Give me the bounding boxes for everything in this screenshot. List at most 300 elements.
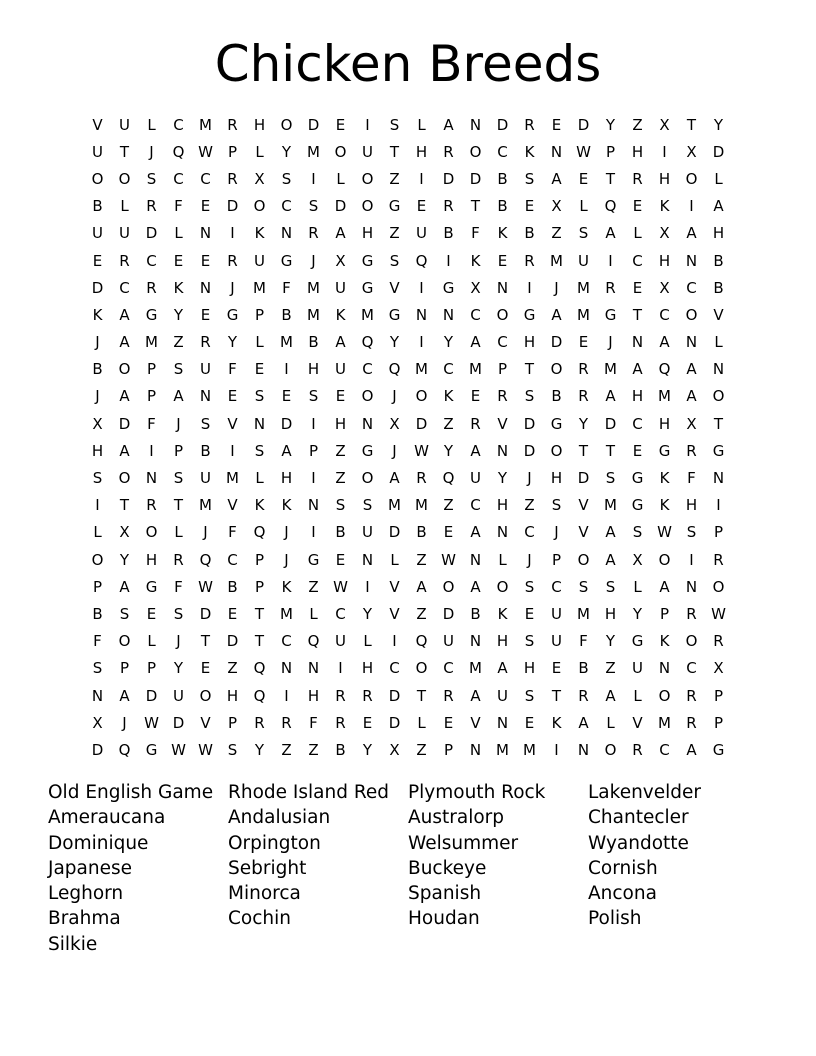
grid-letter: G — [145, 577, 158, 596]
grid-letter: Y — [713, 115, 724, 134]
grid-letter: B — [497, 197, 508, 216]
word-search-grid — [84, 111, 732, 764]
grid-letter: E — [335, 387, 346, 406]
grid-letter: S — [524, 577, 535, 596]
grid-row — [84, 138, 732, 165]
grid-letter: E — [551, 115, 562, 134]
word-list-item: Australorp — [408, 807, 505, 829]
grid-letter: P — [227, 713, 238, 732]
grid-letter: B — [713, 278, 724, 297]
word-list-item: Lakenvelder — [588, 782, 702, 803]
grid-letter: S — [227, 740, 238, 759]
grid-letter: A — [605, 550, 616, 569]
grid-letter: R — [497, 387, 508, 406]
grid-letter: S — [605, 577, 616, 596]
grid-letter: Z — [389, 224, 400, 243]
grid-letter: R — [605, 278, 616, 297]
grid-letter: M — [280, 604, 293, 623]
grid-letter: R — [146, 197, 157, 216]
grid-letter: T — [389, 142, 400, 161]
grid-letter: O — [415, 659, 428, 678]
grid-letter: Z — [308, 577, 319, 596]
grid-letter: M — [523, 740, 536, 759]
grid-letter: H — [658, 414, 671, 433]
grid-letter: D — [712, 142, 725, 161]
grid-letter: Q — [604, 197, 617, 216]
grid-letter: L — [633, 686, 642, 705]
grid-letter: C — [686, 278, 697, 297]
grid-letter: O — [280, 115, 293, 134]
grid-letter: U — [551, 632, 562, 651]
grid-letter: Y — [173, 659, 184, 678]
grid-letter: W — [198, 740, 213, 759]
grid-letter: H — [604, 604, 617, 623]
grid-letter: S — [686, 523, 697, 542]
grid-letter: G — [145, 305, 158, 324]
grid-letter: V — [470, 713, 481, 732]
grid-letter: J — [284, 550, 289, 569]
word-list-item: Cochin — [228, 908, 291, 930]
grid-letter: L — [417, 713, 426, 732]
grid-letter: N — [712, 469, 725, 488]
grid-letter: K — [281, 577, 292, 596]
grid-letter: S — [578, 224, 589, 243]
grid-letter: E — [146, 604, 157, 623]
grid-letter: U — [173, 686, 184, 705]
grid-letter: S — [173, 604, 184, 623]
grid-letter: T — [470, 197, 481, 216]
grid-letter: B — [281, 305, 292, 324]
grid-letter: O — [334, 142, 347, 161]
grid-letter: Z — [335, 441, 346, 460]
word-list-item: Polish — [588, 908, 642, 930]
grid-letter: X — [659, 224, 670, 243]
grid-letter: P — [146, 387, 157, 406]
grid-letter: W — [441, 550, 456, 569]
grid-letter: R — [686, 604, 697, 623]
grid-letter: U — [470, 469, 481, 488]
grid-letter: E — [200, 659, 211, 678]
grid-letter: L — [255, 142, 264, 161]
grid-letter: N — [199, 387, 212, 406]
grid-letter: N — [658, 659, 671, 678]
grid-letter: L — [255, 469, 264, 488]
grid-letter: T — [254, 632, 265, 651]
grid-letter: O — [199, 686, 212, 705]
grid-letter: G — [631, 632, 644, 651]
grid-letter: N — [496, 278, 509, 297]
grid-letter: L — [714, 333, 723, 352]
grid-letter: K — [659, 632, 670, 651]
grid-letter: Y — [362, 604, 373, 623]
grid-letter: O — [496, 577, 509, 596]
grid-letter: Y — [173, 305, 184, 324]
grid-letter: G — [604, 305, 617, 324]
grid-letter: R — [578, 387, 589, 406]
grid-letter: G — [388, 197, 401, 216]
grid-letter: I — [95, 496, 100, 515]
grid-letter: K — [443, 387, 454, 406]
grid-letter: A — [335, 224, 346, 243]
grid-letter: J — [608, 333, 613, 352]
grid-letter: L — [93, 523, 102, 542]
grid-letter: A — [605, 523, 616, 542]
grid-letter: J — [284, 523, 289, 542]
word-list-item: Rhode Island Red — [228, 782, 389, 803]
grid-letter: V — [713, 305, 724, 324]
grid-letter: U — [551, 604, 562, 623]
grid-letter: R — [119, 251, 130, 270]
grid-letter: V — [227, 496, 238, 515]
grid-letter: F — [471, 224, 480, 243]
grid-letter: Q — [442, 469, 455, 488]
grid-letter: D — [91, 740, 104, 759]
grid-letter: E — [335, 115, 346, 134]
grid-letter: V — [389, 577, 400, 596]
grid-row — [84, 247, 732, 274]
grid-letter: D — [388, 713, 401, 732]
grid-letter: R — [578, 686, 589, 705]
grid-letter: H — [712, 224, 725, 243]
grid-letter: E — [362, 713, 373, 732]
grid-letter: S — [632, 523, 643, 542]
grid-letter: J — [230, 278, 235, 297]
grid-letter: O — [685, 169, 698, 188]
grid-letter: O — [361, 387, 374, 406]
grid-letter: N — [199, 224, 212, 243]
grid-letter: M — [658, 713, 671, 732]
grid-letter: G — [442, 278, 455, 297]
grid-letter: U — [632, 659, 643, 678]
grid-letter: T — [551, 686, 562, 705]
grid-letter: A — [686, 387, 697, 406]
grid-letter: O — [712, 387, 725, 406]
grid-letter: N — [685, 333, 698, 352]
grid-letter: Q — [253, 523, 266, 542]
grid-letter: I — [365, 577, 370, 596]
grid-letter: Q — [199, 550, 212, 569]
grid-letter: P — [173, 441, 184, 460]
grid-letter: Z — [308, 740, 319, 759]
word-list-item: Welsummer — [408, 832, 519, 854]
grid-letter: F — [579, 632, 588, 651]
grid-letter: N — [550, 142, 563, 161]
grid-letter: L — [363, 632, 372, 651]
grid-letter: Z — [335, 469, 346, 488]
grid-letter: S — [551, 496, 562, 515]
grid-letter: I — [662, 142, 667, 161]
grid-letter: M — [307, 142, 320, 161]
grid-letter: D — [442, 169, 455, 188]
grid-letter: G — [145, 740, 158, 759]
grid-letter: K — [173, 278, 184, 297]
grid-letter: F — [174, 197, 183, 216]
grid-letter: O — [469, 142, 482, 161]
grid-letter: A — [443, 115, 454, 134]
grid-letter: U — [335, 632, 346, 651]
grid-letter: H — [253, 115, 266, 134]
grid-letter: A — [119, 387, 130, 406]
grid-letter: N — [307, 659, 320, 678]
grid-letter: O — [604, 740, 617, 759]
grid-letter: Q — [172, 142, 185, 161]
grid-letter: H — [631, 387, 644, 406]
grid-letter: S — [605, 469, 616, 488]
grid-letter: Q — [253, 659, 266, 678]
grid-letter: W — [144, 713, 159, 732]
grid-letter: L — [147, 115, 156, 134]
grid-letter: N — [712, 360, 725, 379]
grid-letter: S — [389, 251, 400, 270]
page-title: Chicken Breeds — [214, 35, 602, 93]
grid-row — [84, 383, 732, 410]
grid-letter: J — [95, 333, 100, 352]
grid-letter: D — [496, 115, 509, 134]
grid-letter: X — [686, 142, 697, 161]
grid-letter: K — [254, 224, 265, 243]
grid-letter: N — [280, 224, 293, 243]
grid-row — [84, 437, 732, 464]
grid-letter: R — [443, 197, 454, 216]
grid-letter: V — [200, 713, 211, 732]
grid-letter: L — [390, 550, 399, 569]
grid-letter: U — [200, 469, 211, 488]
grid-letter: I — [311, 414, 316, 433]
grid-letter: C — [497, 333, 508, 352]
grid-letter: M — [145, 333, 158, 352]
grid-letter: L — [633, 577, 642, 596]
grid-letter: M — [496, 740, 509, 759]
grid-letter: I — [311, 469, 316, 488]
word-list-item: Brahma — [48, 908, 121, 930]
grid-letter: M — [550, 251, 563, 270]
grid-letter: P — [254, 550, 265, 569]
grid-letter: F — [174, 577, 183, 596]
grid-letter: K — [524, 142, 535, 161]
grid-letter: U — [119, 115, 130, 134]
grid-letter: J — [554, 523, 559, 542]
grid-letter: X — [713, 659, 724, 678]
grid-letter: R — [524, 251, 535, 270]
grid-letter: P — [605, 142, 616, 161]
grid-letter: S — [173, 360, 184, 379]
word-list-item: Minorca — [228, 883, 301, 905]
grid-letter: T — [119, 496, 130, 515]
grid-letter: Y — [389, 333, 400, 352]
grid-letter: N — [496, 441, 509, 460]
grid-letter: R — [470, 414, 481, 433]
grid-letter: R — [146, 496, 157, 515]
grid-letter: X — [659, 115, 670, 134]
grid-letter: P — [497, 360, 508, 379]
grid-letter: X — [551, 197, 562, 216]
grid-letter: D — [226, 632, 239, 651]
grid-letter: P — [254, 305, 265, 324]
grid-letter: B — [308, 333, 319, 352]
grid-letter: E — [632, 441, 643, 460]
grid-letter: L — [147, 632, 156, 651]
grid-letter: Z — [416, 550, 427, 569]
grid-letter: G — [712, 441, 725, 460]
grid-letter: I — [284, 686, 289, 705]
grid-letter: C — [686, 659, 697, 678]
grid-row — [84, 736, 732, 763]
grid-letter: A — [119, 441, 130, 460]
word-list-item: Houdan — [408, 908, 480, 930]
grid-letter: S — [92, 469, 103, 488]
grid-letter: E — [200, 197, 211, 216]
grid-letter: M — [226, 469, 239, 488]
grid-letter: D — [145, 686, 158, 705]
grid-letter: F — [282, 278, 291, 297]
grid-letter: Y — [497, 469, 508, 488]
grid-letter: B — [335, 523, 346, 542]
grid-letter: U — [362, 142, 373, 161]
grid-letter: A — [578, 713, 589, 732]
grid-letter: T — [713, 414, 724, 433]
grid-letter: N — [442, 305, 455, 324]
grid-row — [84, 600, 732, 627]
grid-letter: A — [686, 360, 697, 379]
grid-letter: J — [122, 713, 127, 732]
grid-letter: J — [176, 632, 181, 651]
grid-letter: J — [392, 387, 397, 406]
grid-letter: S — [308, 387, 319, 406]
grid-letter: Y — [578, 414, 589, 433]
grid-letter: K — [497, 224, 508, 243]
grid-letter: P — [92, 577, 103, 596]
grid-letter: G — [226, 305, 239, 324]
grid-letter: G — [631, 496, 644, 515]
grid-letter: A — [119, 333, 130, 352]
grid-letter: L — [309, 604, 318, 623]
word-list-item: Buckeye — [408, 857, 487, 879]
grid-row — [84, 709, 732, 736]
grid-letter: Z — [605, 659, 616, 678]
grid-letter: H — [523, 333, 536, 352]
grid-letter: R — [227, 251, 238, 270]
grid-letter: P — [254, 577, 265, 596]
grid-letter: M — [307, 305, 320, 324]
grid-letter: M — [577, 305, 590, 324]
grid-letter: G — [523, 305, 536, 324]
grid-letter: A — [389, 469, 400, 488]
grid-letter: K — [551, 713, 562, 732]
grid-letter: J — [149, 142, 154, 161]
grid-letter: O — [685, 632, 698, 651]
grid-letter: G — [631, 469, 644, 488]
grid-letter: C — [281, 632, 292, 651]
grid-letter: Q — [388, 360, 401, 379]
grid-letter: N — [361, 550, 374, 569]
word-list-item: Spanish — [408, 883, 482, 905]
grid-letter: H — [307, 686, 320, 705]
grid-letter: W — [198, 142, 213, 161]
grid-letter: Z — [551, 224, 562, 243]
grid-letter: O — [253, 197, 266, 216]
grid-letter: N — [415, 305, 428, 324]
grid-letter: E — [632, 197, 643, 216]
grid-letter: U — [362, 523, 373, 542]
grid-letter: T — [416, 686, 427, 705]
grid-letter: Z — [389, 169, 400, 188]
grid-letter: I — [419, 278, 424, 297]
grid-letter: D — [334, 197, 347, 216]
grid-letter: A — [470, 577, 481, 596]
grid-letter: G — [658, 441, 671, 460]
grid-letter: D — [280, 414, 293, 433]
grid-letter: C — [146, 251, 157, 270]
grid-letter: U — [416, 224, 427, 243]
grid-letter: S — [524, 387, 535, 406]
grid-letter: P — [713, 686, 724, 705]
grid-letter: E — [497, 251, 508, 270]
grid-letter: C — [470, 305, 481, 324]
grid-letter: R — [632, 169, 643, 188]
grid-letter: I — [689, 550, 694, 569]
grid-letter: R — [686, 713, 697, 732]
word-list-item: Silkie — [48, 933, 98, 955]
grid-letter: R — [173, 550, 184, 569]
grid-letter: C — [281, 197, 292, 216]
grid-letter: A — [551, 169, 562, 188]
grid-letter: E — [227, 387, 238, 406]
grid-letter: E — [632, 278, 643, 297]
grid-letter: H — [496, 496, 509, 515]
grid-letter: U — [335, 278, 346, 297]
grid-letter: V — [578, 496, 589, 515]
grid-letter: T — [578, 441, 589, 460]
grid-letter: A — [173, 387, 184, 406]
grid-letter: R — [443, 142, 454, 161]
grid-letter: R — [254, 713, 265, 732]
grid-letter: R — [416, 469, 427, 488]
grid-letter: O — [685, 305, 698, 324]
grid-letter: U — [254, 251, 265, 270]
grid-letter: S — [200, 414, 211, 433]
grid-letter: R — [308, 224, 319, 243]
grid-letter: N — [469, 550, 482, 569]
grid-letter: Y — [362, 740, 373, 759]
grid-letter: X — [254, 169, 265, 188]
grid-letter: N — [631, 333, 644, 352]
grid-letter: F — [309, 713, 318, 732]
grid-letter: C — [389, 659, 400, 678]
grid-letter: I — [230, 441, 235, 460]
grid-letter: C — [335, 604, 346, 623]
grid-letter: B — [578, 659, 589, 678]
grid-letter: A — [470, 441, 481, 460]
grid-letter: M — [469, 659, 482, 678]
grid-letter: T — [173, 496, 184, 515]
grid-letter: U — [200, 360, 211, 379]
grid-letter: Q — [415, 251, 428, 270]
grid-letter: A — [470, 686, 481, 705]
grid-row — [84, 193, 732, 220]
grid-letter: B — [497, 169, 508, 188]
grid-letter: X — [659, 278, 670, 297]
grid-letter: Q — [118, 740, 131, 759]
grid-letter: D — [388, 686, 401, 705]
grid-letter: A — [470, 333, 481, 352]
grid-letter: A — [659, 577, 670, 596]
grid-letter: R — [443, 686, 454, 705]
grid-letter: N — [685, 251, 698, 270]
grid-letter: S — [389, 115, 400, 134]
grid-letter: I — [689, 197, 694, 216]
grid-letter: I — [230, 224, 235, 243]
grid-letter: K — [470, 251, 481, 270]
